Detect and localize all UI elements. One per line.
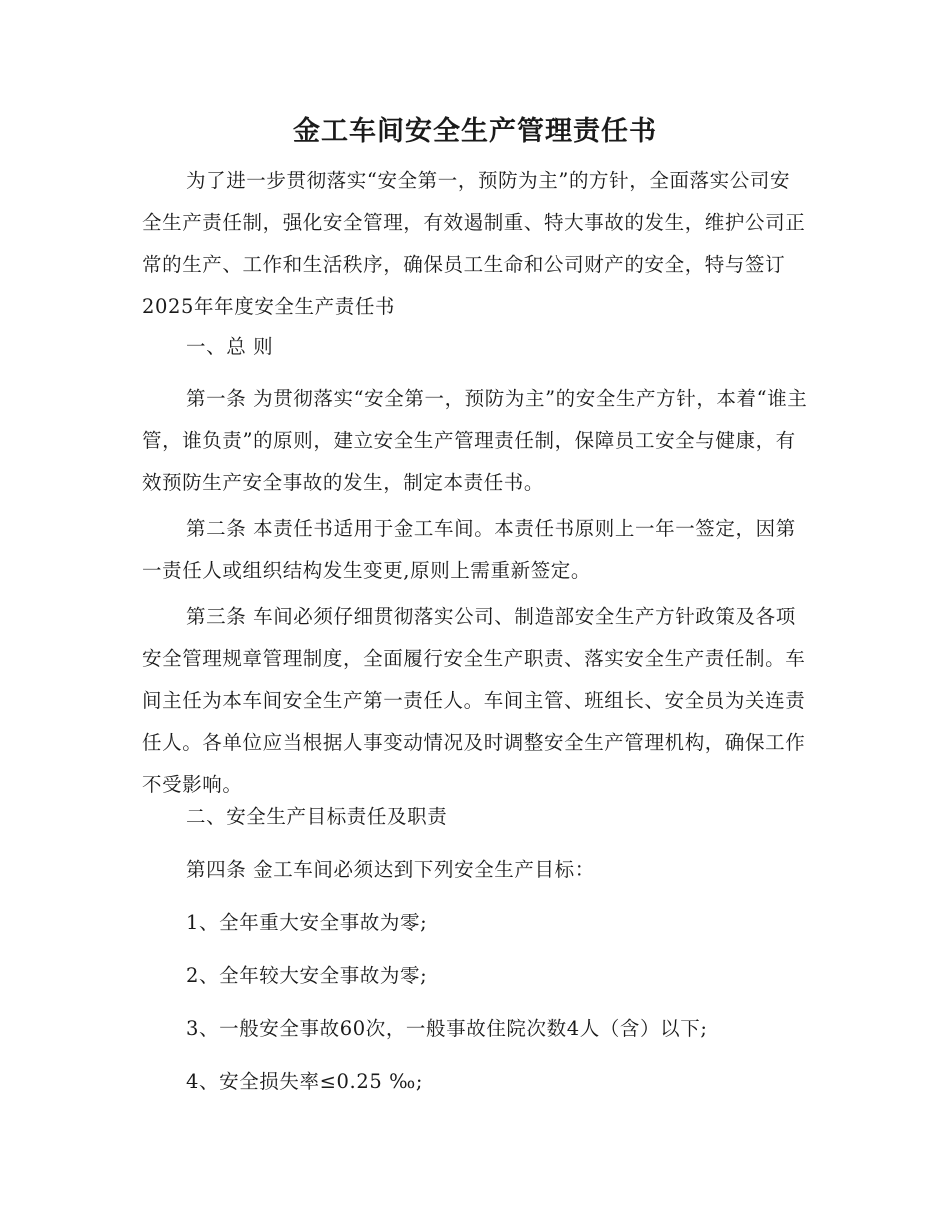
- article-4: 第四条 金工车间必须达到下列安全生产目标：: [186, 858, 595, 881]
- goal-item: 1、全年重大安全事故为零;: [186, 911, 428, 934]
- goal-item: 3、一般安全事故60次，一般事故住院次数4人（含）以下;: [186, 1017, 708, 1040]
- goal-item: 2、全年较大安全事故为零;: [186, 964, 428, 987]
- goal-item: 4、安全损失率≤0.25 ‰;: [186, 1070, 424, 1093]
- section-heading-goals: 二、安全生产目标责任及职责: [186, 805, 448, 828]
- intro-paragraph: 为了进一步贯彻落实“安全第一，预防为主”的方针，全面落实公司安全生产责任制，强化安全管理，有效遏制重、特大事故的发生，维护公司正常的生产、工作和生活秩序，确保员工生命和公司财产的安全，特与签订2025年年度安全生产责任书: [142, 169, 806, 318]
- article-1: 第一条 为贯彻落实“安全第一，预防为主”的安全生产方针，本着“谁主管，谁负责”的原则，建立安全生产管理责任制，保障员工安全与健康，有效预防生产安全事故的发生，制定本责任书。: [142, 387, 808, 494]
- document-title: 金工车间安全生产管理责任书: [293, 116, 657, 147]
- article-2: 第二条 本责任书适用于金工车间。本责任书原则上一年一签定，因第一责任人或组织结构发生变更,原则上需重新签定。: [142, 517, 796, 582]
- article-3: 第三条 车间必须仔细贯彻落实公司、制造部安全生产方针政策及各项安全管理规章管理制度，全面履行安全生产职责、落实安全生产责任制。车间主任为本车间安全生产第一责任人。车间主管、班组长、安全员为关连责任人。各单位应当根据人事变动情况及时调整安全生产管理机构，确保工作不受影响。: [142, 605, 806, 796]
- section-heading-general: 一、总 则: [186, 335, 274, 358]
